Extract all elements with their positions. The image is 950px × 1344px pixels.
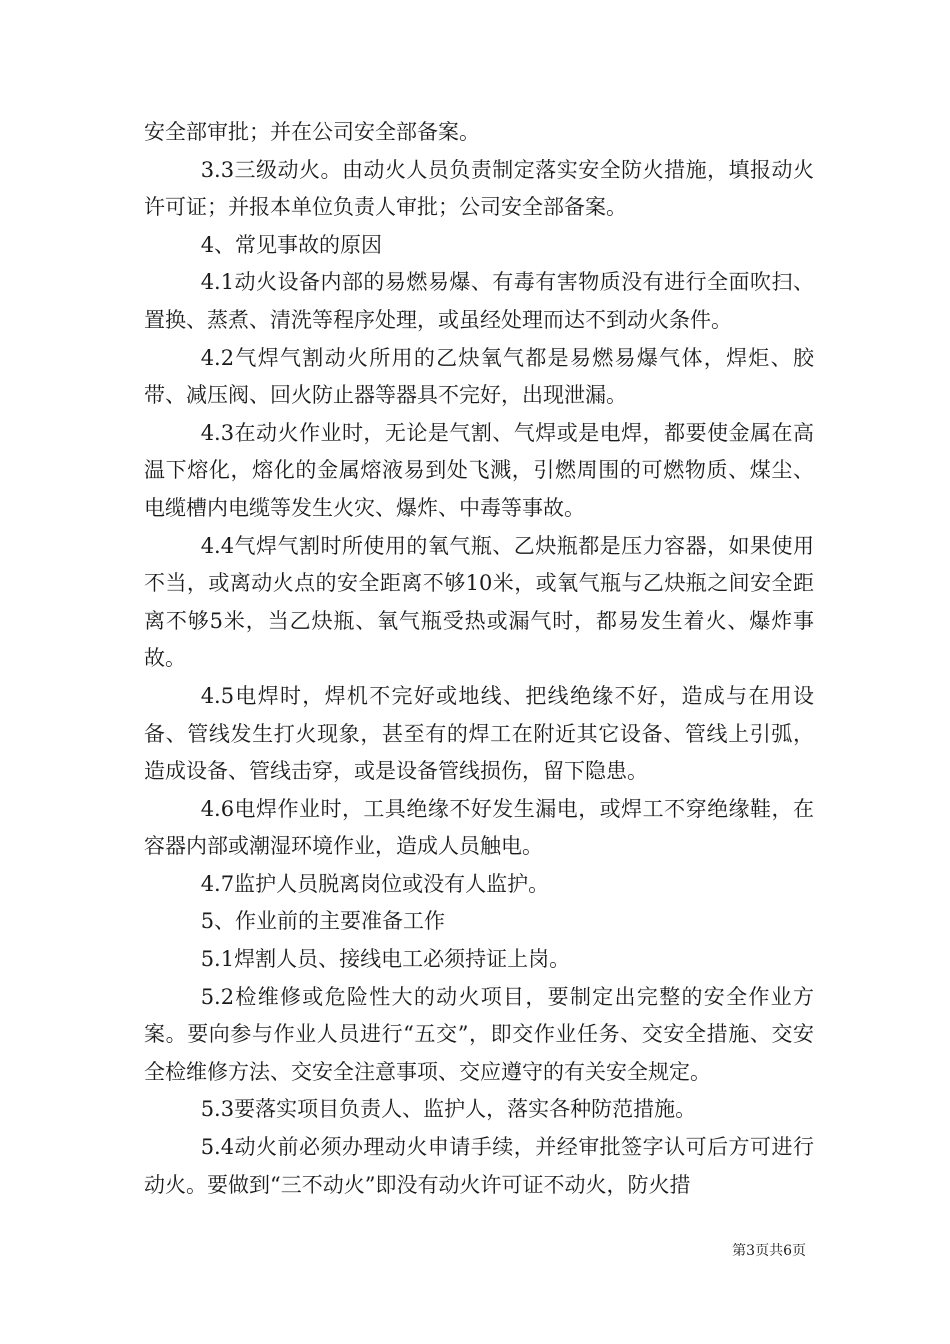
paragraph-4-5: 4.5电焊时，焊机不完好或地线、把线绝缘不好，造成与在用设备、管线发生打火现象，甚至有的焊工在附近其它设备、管线上引弧，造成设备、管线击穿，或是设备管线损伤，留下隐患。 — [144, 683, 814, 784]
document-body — [144, 114, 814, 1204]
paragraph-5-1: 5.1焊割人员、接线电工必须持证上岗。 — [200, 947, 571, 972]
paragraph-4-7: 4.7监护人员脱离岗位或没有人监护。 — [200, 871, 550, 896]
page-number: 第3页共6页 — [732, 1243, 806, 1259]
paragraph-2: 3.3三级动火。由动火人员负责制定落实安全防火措施，填报动火许可证；并报本单位负责人审批；公司安全部备案。 — [144, 157, 814, 220]
paragraph-1: 安全部审批；并在公司安全部备案。 — [144, 120, 480, 144]
paragraph-4-4: 4.4气焊气割时所使用的氧气瓶、乙炔瓶都是压力容器，如果使用不当，或离动火点的安全距离不够10米，或氧气瓶与乙炔瓶之间安全距离不够5米，当乙炔瓶、氧气瓶受热或漏气时，都易发生着火、爆炸事故。 — [144, 533, 814, 671]
paragraph-5-2: 5.2检维修或危险性大的动火项目，要制定出完整的安全作业方案。要向参与作业人员进行“五交”，即交作业任务、交安全措施、交安全检维修方法、交安全注意事项、交应遵守的有关安全规定。 — [144, 984, 814, 1084]
section-heading-4: 4、常见事故的原因 — [200, 232, 383, 257]
section-heading-5: 5、作业前的主要准备工作 — [200, 909, 446, 934]
paragraph-5-4: 5.4动火前必须办理动火申请手续，并经审批签字认可后方可进行动火。要做到“三不动火”即没有动火许可证不动火，防火措 — [144, 1135, 814, 1197]
paragraph-4-1: 4.1动火设备内部的易燃易爆、有毒有害物质没有进行全面吹扫、置换、蒸煮、清洗等程序处理，或虽经处理而达不到动火条件。 — [144, 270, 814, 332]
paragraph-4-6: 4.6电焊作业时，工具绝缘不好发生漏电，或焊工不穿绝缘鞋，在容器内部或潮湿环境作业，造成人员触电。 — [144, 796, 814, 859]
paragraph-5-3: 5.3要落实项目负责人、监护人，落实各种防范措施。 — [200, 1097, 697, 1122]
paragraph-4-3: 4.3在动火作业时，无论是气割、气焊或是电焊，都要使金属在高温下熔化，熔化的金属熔液易到处飞溅，引燃周围的可燃物质、煤尘、电缆槽内电缆等发生火灾、爆炸、中毒等事故。 — [144, 420, 814, 520]
paragraph-4-2: 4.2气焊气割动火所用的乙炔氧气都是易燃易爆气体，焊炬、胶带、减压阀、回火防止器等器具不完好，出现泄漏。 — [144, 345, 814, 408]
